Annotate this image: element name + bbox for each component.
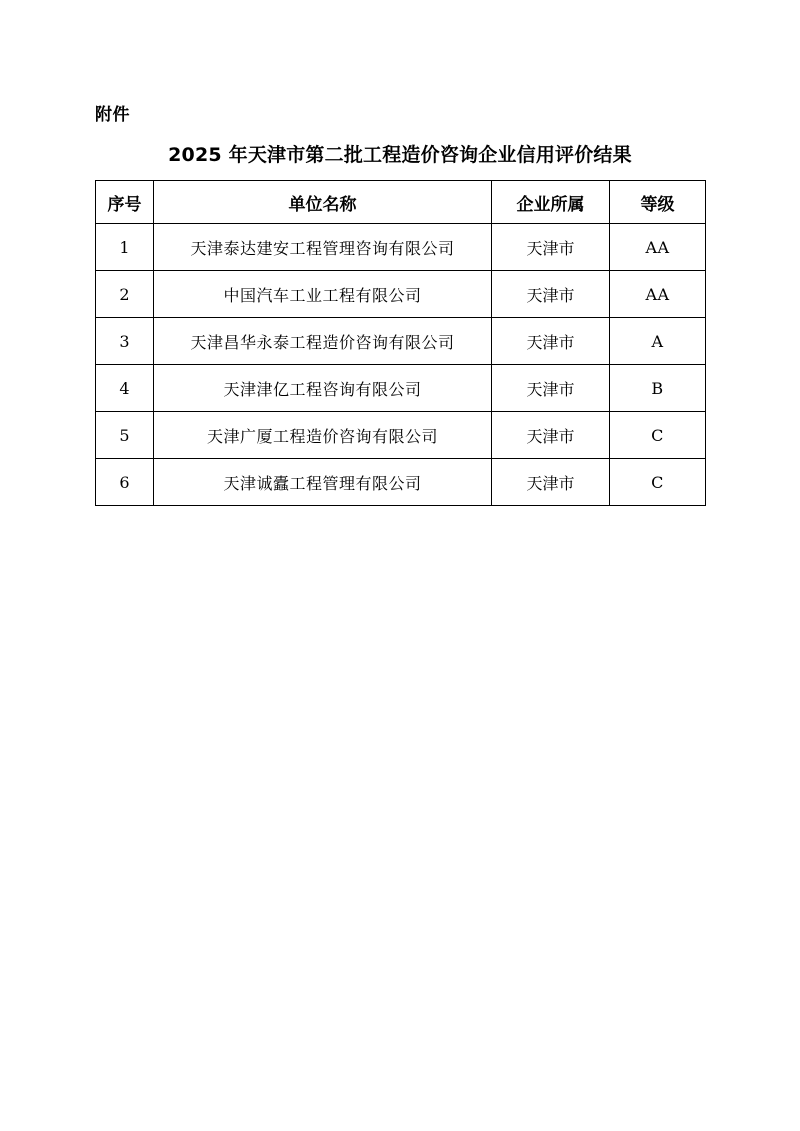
cell-index: 1 — [96, 224, 154, 271]
table-row — [96, 365, 706, 412]
cell-company-name: 天津泰达建安工程管理咨询有限公司 — [154, 224, 492, 271]
cell-company-name: 天津昌华永泰工程造价咨询有限公司 — [154, 318, 492, 365]
cell-grade: B — [610, 365, 706, 412]
table-row — [96, 412, 706, 459]
cell-owner: 天津市 — [492, 459, 610, 506]
column-header-index: 序号 — [96, 181, 154, 224]
cell-grade: A — [610, 318, 706, 365]
cell-owner: 天津市 — [492, 365, 610, 412]
column-header-name: 单位名称 — [154, 181, 492, 224]
cell-company-name: 天津诚蠹工程管理有限公司 — [154, 459, 492, 506]
column-header-grade: 等级 — [610, 181, 706, 224]
cell-company-name: 中国汽车工业工程有限公司 — [154, 271, 492, 318]
cell-index: 2 — [96, 271, 154, 318]
page-title: 2025 年天津市第二批工程造价咨询企业信用评价结果 — [168, 144, 632, 166]
cell-grade: AA — [610, 271, 706, 318]
cell-index: 4 — [96, 365, 154, 412]
table-row — [96, 459, 706, 506]
cell-owner: 天津市 — [492, 318, 610, 365]
cell-company-name: 天津广厦工程造价咨询有限公司 — [154, 412, 492, 459]
attachment-label: 附件 — [95, 105, 130, 125]
table-row — [96, 224, 706, 271]
cell-owner: 天津市 — [492, 271, 610, 318]
cell-grade: C — [610, 412, 706, 459]
table-row — [96, 318, 706, 365]
cell-grade: AA — [610, 224, 706, 271]
cell-company-name: 天津津亿工程咨询有限公司 — [154, 365, 492, 412]
cell-owner: 天津市 — [492, 224, 610, 271]
cell-grade: C — [610, 459, 706, 506]
table-row — [96, 271, 706, 318]
cell-index: 3 — [96, 318, 154, 365]
cell-index: 5 — [96, 412, 154, 459]
cell-owner: 天津市 — [492, 412, 610, 459]
table-header-row — [96, 181, 706, 224]
cell-index: 6 — [96, 459, 154, 506]
column-header-owner: 企业所属 — [492, 181, 610, 224]
credit-evaluation-table — [95, 180, 706, 506]
